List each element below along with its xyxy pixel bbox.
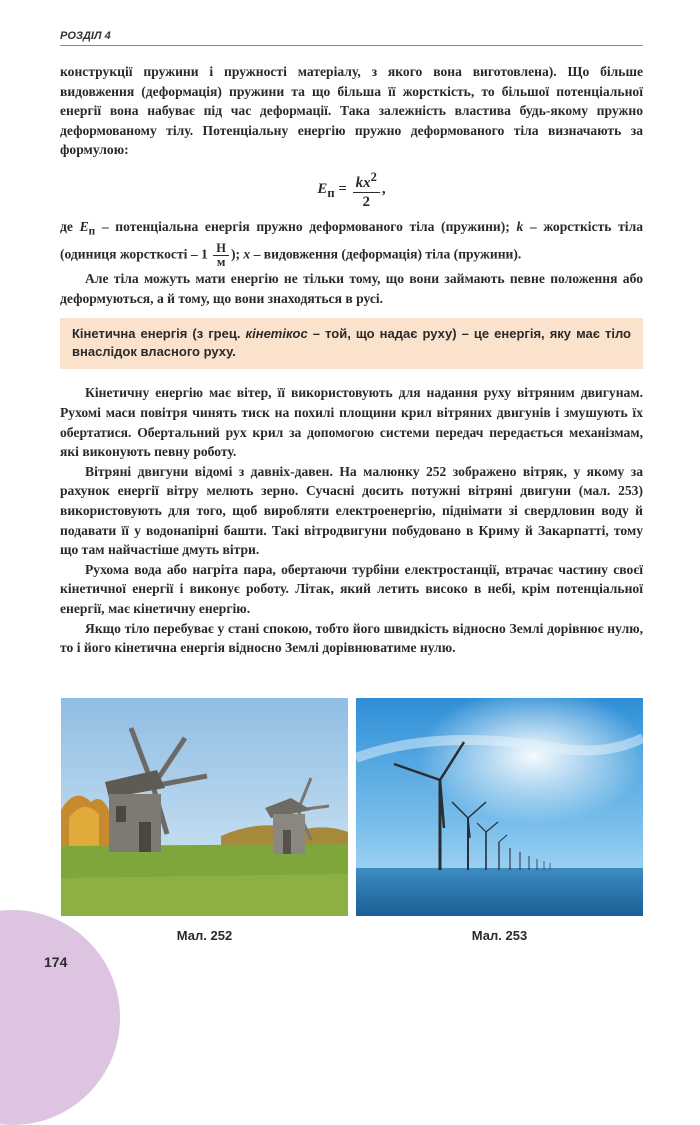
formula-lhs: E <box>317 180 328 197</box>
definition-paragraph: де $E_п$ – потенціальна енергія пружно деформованого тіла (пружини); k – жорсткість тіла (одиниця жорсткості – 1 $\frac{Н}{м}$ ); x – видовження (деформація) тіла (пружини). <box>60 218 644 270</box>
definition-symbol-sub: п <box>88 225 96 238</box>
unit-denominator: м <box>216 255 226 270</box>
definition-k: k <box>516 218 524 234</box>
callout-term: кінетікос <box>245 326 308 342</box>
figure-253-caption: Мал. 253 <box>471 928 528 943</box>
formula-exponent: 2 <box>370 169 377 184</box>
figure-253-wind-turbines-image <box>356 698 643 916</box>
figure-252-caption: Мал. 252 <box>176 928 233 943</box>
formula-denominator: 2 <box>362 193 371 210</box>
section-header: РОЗДІЛ 4 <box>60 30 643 46</box>
paragraph-rest: Якщо тіло перебуває у стані спокою, тобто його швидкість відносно Землі дорівнює нулю, то і його кінетична енергія відносно Землі дорівнюватиме нулю. <box>60 620 643 656</box>
figures-row <box>61 698 644 948</box>
definition-callout: Кінетична енергія (з грец. кінетікос – той, що надає руху) – це енергія, яку має тіло внаслідок власного руху. <box>60 318 643 369</box>
formula-fraction <box>353 168 380 211</box>
formula-trail: , <box>381 180 386 197</box>
paragraph-water-steam: Рухома вода або нагріта пара, обертаючи турбіни електростанції, втрачає частину своєї кінетичної енергії і виконує роботу. Літак, який летить високо в небі, крім потенціальної енергії, має кінетичну енергію. <box>60 561 643 616</box>
unit-numerator: Н <box>213 242 229 256</box>
energy-formula <box>60 168 643 211</box>
paragraph-windmills: Вітряні двигуни відомі з давніх-давен. На малюнку 252 зображено вітряк, у якому за рахунок енергії вітру мелють зерно. Сучасні досить потужні вітряні двигуни (мал. 253) використовують для того, щоб виробляти електроенергію, піднімати зі свердловин воду й подавати її у водонапірні башти. Такі вітродвигуни побудовано в Криму й Закарпатті, тому що там найчастіше дмуть вітри. <box>60 463 643 558</box>
definition-x: x <box>243 246 251 262</box>
intro-paragraph: конструкції пружини і пружності матеріалу, з якого вона виготовлена). Що більше видовження (деформація) пружини та що більша її жорсткість, то більшої потенціальної енергії вона набуває під час деформації. Така залежність властива будь-якому пружно деформованому тілу. Потенціальну енергію пружно деформованого тіла визначають за формулою: <box>60 64 643 158</box>
formula-numerator: kx <box>355 174 371 191</box>
formula-equals: = <box>338 180 347 197</box>
paragraph-wind: Кінетичну енергію має вітер, її використовують для надання руху вітряним двигунам. Рухомі маси повітря чинять тиск на похилі площини крил вітряних двигунів і змушують їх обертатися. Обертальний рух крил за допомогою системи передач передається механізмам, які виконують певну роботу. <box>60 385 643 460</box>
motion-paragraph: Але тіла можуть мати енергію не тільки тому, що вони займають певне положення або деформуються, а й тому, що вони знаходяться в русі. <box>60 271 643 306</box>
formula-lhs-sub: п <box>327 185 335 200</box>
page-number: 174 <box>44 954 68 970</box>
definition-symbol: E <box>79 218 89 234</box>
unit-fraction <box>213 242 229 269</box>
page-content <box>60 62 643 658</box>
figure-252-windmills-image <box>61 698 348 916</box>
